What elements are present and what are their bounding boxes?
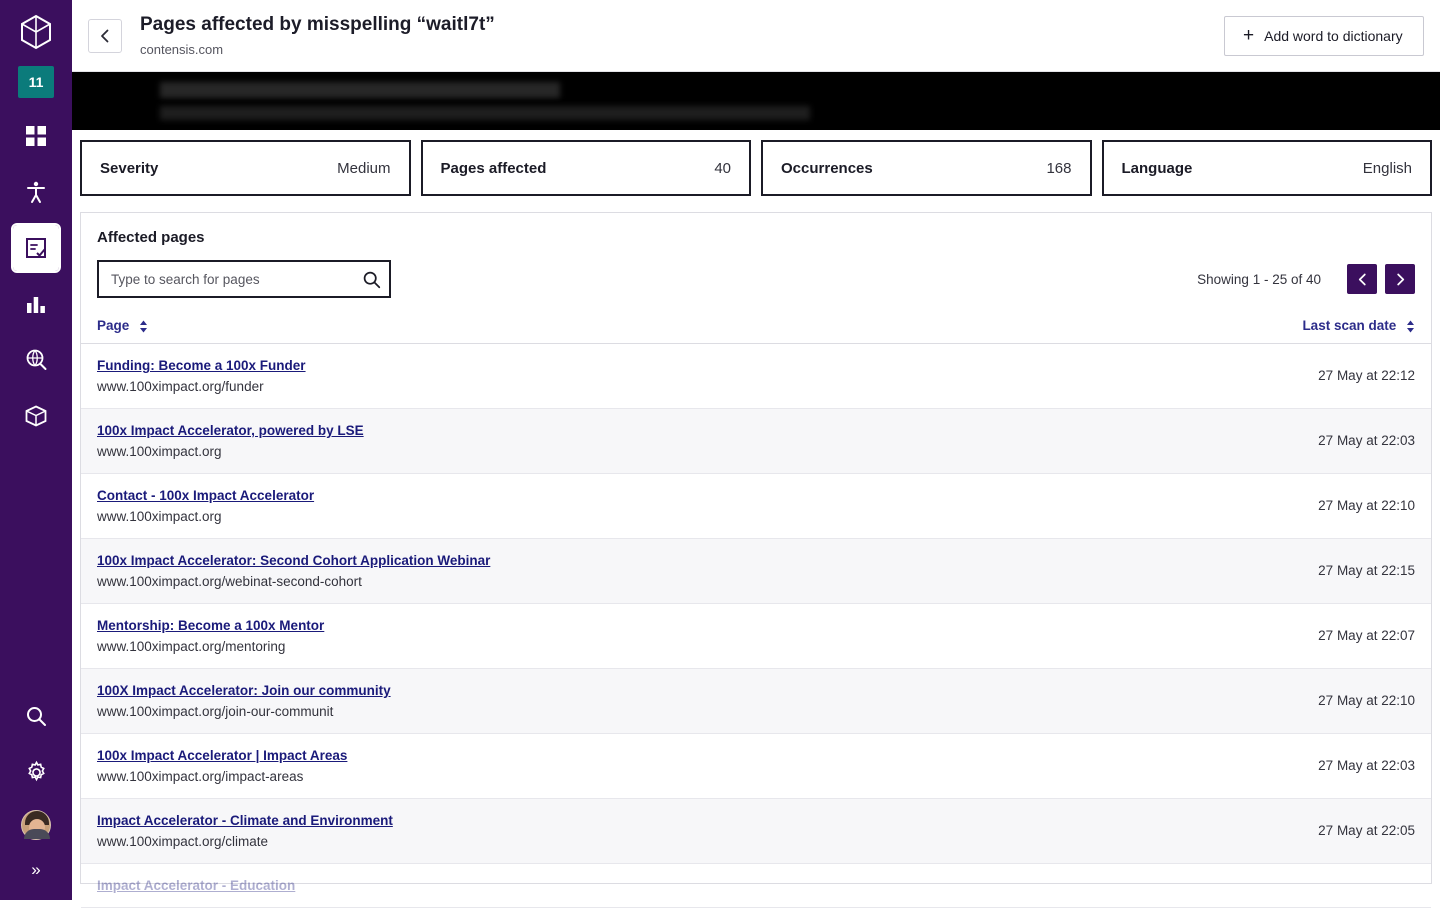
sidebar-item-site-search[interactable] — [13, 337, 59, 383]
scan-date: 27 May at 22:10 — [1318, 693, 1415, 708]
page-url: www.100ximpact.org/mentoring — [97, 639, 286, 654]
stat-label: Language — [1121, 159, 1193, 177]
sidebar-item-packages[interactable] — [13, 393, 59, 439]
sort-icon[interactable] — [1406, 320, 1415, 333]
page-link[interactable]: Impact Accelerator - Climate and Environment — [97, 813, 393, 828]
scan-date: 27 May at 22:03 — [1318, 758, 1415, 773]
page-cell — [81, 799, 1231, 864]
globe-search-icon — [24, 348, 48, 372]
redacted-banner — [72, 72, 1440, 130]
table-row[interactable] — [81, 409, 1431, 474]
page-link[interactable]: 100x Impact Accelerator | Impact Areas — [97, 748, 348, 763]
page-link[interactable]: 100x Impact Accelerator, powered by LSE — [97, 423, 364, 438]
sidebar-item-analytics[interactable] — [13, 281, 59, 327]
search-icon[interactable] — [362, 270, 381, 289]
scan-date: 27 May at 22:10 — [1318, 498, 1415, 513]
add-word-label: Add word to dictionary — [1264, 27, 1403, 44]
page-cell — [81, 734, 1231, 799]
table-row[interactable] — [81, 604, 1431, 669]
page-subtitle: contensis.com — [140, 41, 224, 57]
panel-heading: Affected pages — [97, 229, 205, 246]
chevron-left-icon — [1357, 273, 1368, 286]
page-url: www.100ximpact.org — [97, 444, 222, 459]
table-row[interactable] — [81, 799, 1431, 864]
page-cell — [81, 409, 1231, 474]
sidebar-expand-button[interactable]: » — [31, 860, 41, 879]
notification-badge[interactable]: 11 — [18, 66, 54, 98]
affected-pages-table — [81, 312, 1431, 908]
last-scan-cell — [1231, 539, 1431, 604]
page-link[interactable]: Mentorship: Become a 100x Mentor — [97, 618, 325, 633]
grid-icon — [25, 125, 47, 147]
column-label: Page — [97, 318, 130, 333]
table-row[interactable] — [81, 669, 1431, 734]
column-header-page[interactable] — [81, 312, 1231, 344]
table-body — [81, 344, 1431, 908]
page-cell — [81, 344, 1231, 409]
plus-icon: + — [1243, 25, 1255, 46]
stat-label: Occurrences — [781, 159, 873, 177]
panel-controls — [81, 250, 1431, 312]
last-scan-cell — [1231, 604, 1431, 669]
showing-count: Showing 1 - 25 of 40 — [1197, 271, 1321, 287]
bar-chart-icon — [25, 293, 47, 315]
page-cell — [81, 604, 1231, 669]
page-url: www.100ximpact.org/join-our-communit — [97, 704, 334, 719]
next-page-button[interactable] — [1385, 264, 1415, 294]
search-box[interactable] — [97, 260, 391, 298]
stat-card-language — [1102, 140, 1433, 196]
page-link[interactable]: 100x Impact Accelerator: Second Cohort Application Webinar — [97, 553, 491, 568]
sidebar-item-accessibility[interactable] — [13, 169, 59, 215]
affected-pages-panel — [80, 212, 1432, 893]
stat-value: 168 — [1046, 159, 1072, 177]
chevron-left-icon — [99, 29, 111, 43]
page-cell — [81, 669, 1231, 734]
table-header — [81, 312, 1431, 344]
stat-value: English — [1362, 159, 1412, 177]
table-row[interactable] — [81, 734, 1431, 799]
page-url: www.100ximpact.org/webinat-second-cohort — [97, 574, 362, 589]
page-link[interactable]: Funding: Become a 100x Funder — [97, 358, 306, 373]
page-link[interactable]: 100X Impact Accelerator: Join our community — [97, 683, 391, 698]
scan-date: 27 May at 22:15 — [1318, 563, 1415, 578]
table-row[interactable] — [81, 474, 1431, 539]
column-label: Last scan date — [1302, 318, 1397, 333]
stat-card-severity — [80, 140, 411, 196]
page-cell — [81, 539, 1231, 604]
page-cell — [81, 864, 1231, 908]
accessibility-icon — [24, 180, 48, 204]
top-bar — [72, 0, 1440, 72]
page-link[interactable]: Impact Accelerator - Education — [97, 878, 296, 893]
page-link[interactable]: Contact - 100x Impact Accelerator — [97, 488, 315, 503]
sidebar-item-search[interactable] — [13, 693, 59, 739]
page-url: www.100ximpact.org/climate — [97, 834, 269, 849]
sidebar-item-content-check[interactable] — [13, 225, 59, 271]
gear-icon — [25, 761, 48, 784]
chevron-right-icon — [1395, 273, 1406, 286]
page-url: www.100ximpact.org/impact-areas — [97, 769, 304, 784]
stat-cards — [72, 130, 1440, 202]
table-row[interactable] — [81, 539, 1431, 604]
title-block — [140, 14, 495, 57]
back-button[interactable] — [88, 19, 122, 53]
last-scan-cell — [1231, 864, 1431, 908]
last-scan-cell — [1231, 409, 1431, 474]
avatar[interactable] — [21, 810, 51, 840]
scan-date: 27 May at 22:07 — [1318, 628, 1415, 643]
page-url: www.100ximpact.org/funder — [97, 379, 264, 394]
sidebar — [0, 0, 72, 900]
last-scan-cell — [1231, 734, 1431, 799]
add-word-to-dictionary-button[interactable] — [1224, 16, 1424, 56]
page-cell — [81, 474, 1231, 539]
stat-value: 40 — [714, 159, 731, 177]
clipboard-check-icon — [24, 236, 48, 260]
table-row[interactable] — [81, 344, 1431, 409]
page-title: Pages affected by misspelling “waitl7t” — [140, 14, 495, 36]
search-input[interactable] — [109, 271, 362, 288]
stat-card-occurrences — [761, 140, 1092, 196]
page-url: www.100ximpact.org — [97, 509, 222, 524]
column-header-last-scan-date[interactable] — [1231, 312, 1431, 344]
scan-date: 27 May at 22:03 — [1318, 433, 1415, 448]
table-row[interactable] — [81, 864, 1431, 908]
sidebar-item-dashboard-grid[interactable] — [13, 113, 59, 159]
box-icon — [24, 404, 48, 428]
scan-date: 27 May at 22:12 — [1318, 368, 1415, 383]
stat-card-pages-affected — [421, 140, 752, 196]
stat-value: Medium — [337, 159, 391, 177]
stat-label: Severity — [100, 159, 159, 177]
last-scan-cell — [1231, 799, 1431, 864]
search-icon — [25, 705, 47, 727]
last-scan-cell — [1231, 669, 1431, 734]
main-area — [72, 0, 1440, 900]
sidebar-item-settings[interactable] — [13, 749, 59, 795]
previous-page-button[interactable] — [1347, 264, 1377, 294]
scan-date: 27 May at 22:05 — [1318, 823, 1415, 838]
last-scan-cell — [1231, 474, 1431, 539]
last-scan-cell — [1231, 344, 1431, 409]
sort-icon[interactable] — [139, 320, 148, 333]
cube-logo-icon[interactable] — [14, 10, 58, 54]
stat-label: Pages affected — [440, 159, 547, 177]
